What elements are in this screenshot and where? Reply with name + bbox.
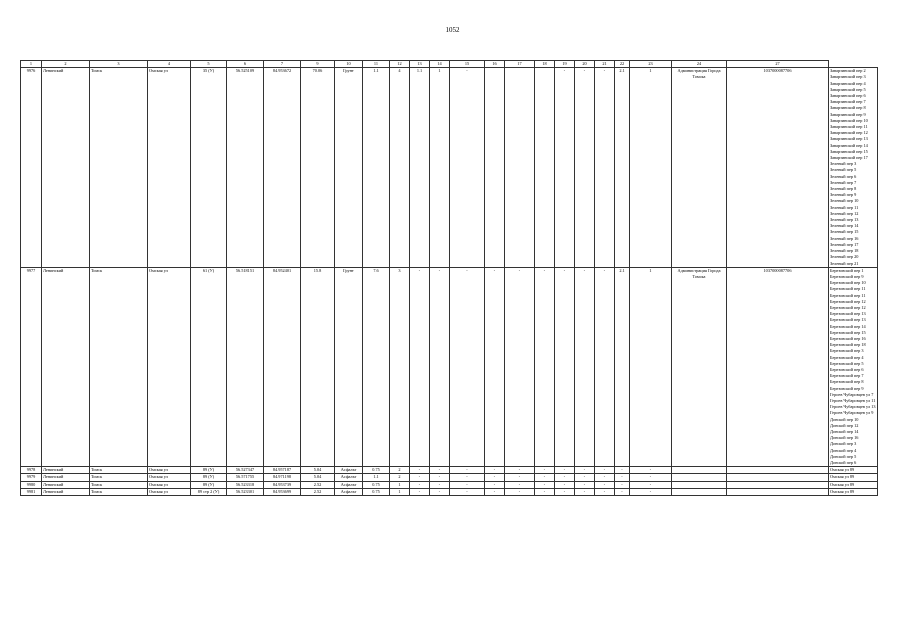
- address-item: Донской пер 4: [830, 447, 857, 453]
- table-cell: -: [450, 68, 485, 268]
- table-cell: -: [430, 474, 450, 481]
- table-cell: 0.75: [363, 488, 390, 495]
- column-header: 23: [630, 61, 672, 68]
- column-header: 5: [191, 61, 227, 68]
- table-cell: -: [555, 68, 575, 268]
- table-cell: Ленинский: [42, 467, 90, 474]
- table-cell: 1: [390, 488, 410, 495]
- address-list: [829, 467, 878, 474]
- address-item: Березовский пер 11: [830, 292, 866, 298]
- address-item: Донской пер 3: [830, 441, 857, 447]
- table-cell: Ленинский: [42, 474, 90, 481]
- table-cell: Омская ул: [148, 474, 191, 481]
- address-item: Зеленый пер 8: [830, 186, 857, 192]
- address-item: Донской пер 5: [830, 453, 857, 459]
- address-item: Героев Чубаровцев ул 13: [830, 404, 876, 410]
- table-cell: 9980: [21, 481, 42, 488]
- table-cell: -: [485, 481, 505, 488]
- table-cell: 89 (У): [191, 474, 227, 481]
- table-cell: [672, 474, 727, 481]
- column-header: 7: [264, 61, 301, 68]
- table-cell: -: [430, 481, 450, 488]
- table-cell: -: [575, 68, 595, 268]
- address-list: [829, 488, 878, 495]
- address-item: Зеленый пер 13: [830, 217, 859, 223]
- address-item: Березовский пер 6: [830, 366, 864, 372]
- page-number: 1052: [445, 26, 460, 34]
- table-cell: -: [575, 481, 595, 488]
- column-header: 6: [227, 61, 264, 68]
- table-cell: Грунт: [335, 267, 363, 467]
- table-cell: -: [485, 467, 505, 474]
- address-item: Березовский пер 1: [830, 267, 864, 273]
- address-item: Заварзинский пер 9: [830, 111, 866, 117]
- table-cell: Ленинский: [42, 68, 90, 268]
- table-cell: Томск: [90, 481, 148, 488]
- column-header: 10: [335, 61, 363, 68]
- table-row: [21, 474, 878, 481]
- table-cell: 1037000087706: [727, 68, 829, 268]
- address-item: Заварзинский пер 17: [830, 155, 868, 161]
- table-cell: [505, 68, 535, 268]
- address-item: Заварзинский пер 8: [830, 105, 866, 111]
- address-item: Заварзинский пер 12: [830, 130, 868, 136]
- register-table: [20, 60, 878, 496]
- table-cell: 1: [630, 68, 672, 268]
- table-cell: -: [485, 488, 505, 495]
- column-header: 12: [390, 61, 410, 68]
- table-cell: 0.75: [363, 467, 390, 474]
- table-row: [21, 267, 878, 467]
- table-cell: 70.06: [301, 68, 335, 268]
- table-row: [21, 488, 878, 495]
- table-cell: 9979: [21, 474, 42, 481]
- table-cell: Омская ул: [148, 267, 191, 467]
- table-cell: -: [555, 267, 575, 467]
- table-cell: 56.571755: [227, 474, 264, 481]
- address-item: Зеленый пер 7: [830, 179, 857, 185]
- table-cell: Омская ул: [148, 488, 191, 495]
- address-item: Березовский пер 16: [830, 335, 866, 341]
- column-header: 9: [301, 61, 335, 68]
- table-cell: -: [450, 467, 485, 474]
- address-item: Донской пер 10: [830, 416, 859, 422]
- table-cell: [672, 467, 727, 474]
- address-item: Зеленый пер 5: [830, 167, 857, 173]
- address-item: Зеленый пер 21: [830, 260, 859, 266]
- table-cell: -: [410, 474, 430, 481]
- address-item: Заварзинский пер 14: [830, 142, 868, 148]
- table-cell: [727, 474, 829, 481]
- address-item: Зеленый пер 12: [830, 210, 859, 216]
- table-cell: -: [575, 267, 595, 467]
- table-cell: [672, 488, 727, 495]
- address-item: Героев Чубаровцев ул 7: [830, 391, 874, 397]
- table-cell: 84.952401: [264, 267, 301, 467]
- table-cell: Томск: [90, 474, 148, 481]
- address-item: Заварзинский пер 13: [830, 136, 868, 142]
- address-item: Березовский пер 8: [830, 379, 864, 385]
- address-list: [829, 474, 878, 481]
- address-item: Березовский пер 14: [830, 323, 866, 329]
- address-item: Зеленый пер 16: [830, 235, 859, 241]
- table-cell: -: [630, 488, 672, 495]
- table-cell: 1037000087706: [727, 267, 829, 467]
- table-cell: 2.1: [615, 68, 630, 268]
- table-cell: 5.04: [301, 467, 335, 474]
- column-header: 1: [21, 61, 42, 68]
- table-cell: Омская ул: [148, 68, 191, 268]
- address-item: Березовский пер 13: [830, 311, 866, 317]
- table-cell: Томск: [90, 467, 148, 474]
- table-cell: -: [555, 488, 575, 495]
- address-item: Зеленый пер 15: [830, 229, 859, 235]
- table-cell: 84.953739: [264, 481, 301, 488]
- address-item: Заварзинский пер 5: [830, 86, 866, 92]
- table-cell: -: [575, 467, 595, 474]
- address-item: Омская ул 89: [830, 488, 855, 494]
- address-item: Березовский пер 10: [830, 280, 866, 286]
- address-item: Героев Чубаровцев ул 9: [830, 410, 874, 416]
- table-cell: 1: [430, 68, 450, 268]
- header-row: [21, 61, 878, 68]
- address-item: Березовский пер 13: [830, 317, 866, 323]
- address-list: [829, 68, 878, 268]
- table-cell: 1: [630, 267, 672, 467]
- column-header: 24: [672, 61, 727, 68]
- table-cell: Омская ул: [148, 467, 191, 474]
- table-cell: -: [505, 467, 535, 474]
- table-cell: -: [410, 488, 430, 495]
- address-item: Заварзинский пер 4: [830, 80, 866, 86]
- table-cell: 56.527347: [227, 467, 264, 474]
- table-cell: -: [630, 481, 672, 488]
- table-cell: Администрация Города Томска: [672, 68, 727, 268]
- address-item: Зеленый пер 17: [830, 241, 859, 247]
- table-cell: Администрация Города Томска: [672, 267, 727, 467]
- table-cell: 2: [390, 474, 410, 481]
- table-cell: 5.04: [301, 474, 335, 481]
- address-item: Березовский пер 4: [830, 354, 864, 360]
- table-cell: -: [535, 488, 555, 495]
- table-cell: Томск: [90, 488, 148, 495]
- table-cell: -: [630, 467, 672, 474]
- address-item: Заварзинский пер 2: [830, 68, 866, 74]
- table-row: [21, 467, 878, 474]
- table-cell: 56.518151: [227, 267, 264, 467]
- table-cell: 2.52: [301, 481, 335, 488]
- table-cell: 89 (У): [191, 467, 227, 474]
- address-item: Героев Чубаровцев ул 11: [830, 397, 876, 403]
- address-item: Зеленый пер 3: [830, 161, 857, 167]
- address-item: Березовский пер 12: [830, 298, 866, 304]
- table-cell: -: [535, 267, 555, 467]
- table-cell: 56.523301: [227, 488, 264, 495]
- table-cell: -: [505, 488, 535, 495]
- table-cell: 2.52: [301, 488, 335, 495]
- table-cell: -: [505, 474, 535, 481]
- table-cell: 9977: [21, 267, 42, 467]
- table-cell: 7.6: [363, 267, 390, 467]
- column-header: 3: [90, 61, 148, 68]
- column-header: 27: [727, 61, 829, 68]
- table-cell: 1: [390, 481, 410, 488]
- table-cell: 84.953699: [264, 488, 301, 495]
- table-cell: Грунт: [335, 68, 363, 268]
- table-cell: 15.8: [301, 267, 335, 467]
- table-cell: 3: [390, 267, 410, 467]
- address-item: Заварзинский пер 10: [830, 117, 868, 123]
- table-cell: 61 (У): [191, 267, 227, 467]
- table-cell: 2: [390, 467, 410, 474]
- table-cell: -: [450, 267, 485, 467]
- table-cell: 9978: [21, 467, 42, 474]
- table-cell: 0.75: [363, 481, 390, 488]
- address-item: Омская ул 89: [830, 467, 855, 473]
- table-cell: -: [630, 474, 672, 481]
- table-cell: Томск: [90, 267, 148, 467]
- address-item: Березовский пер 5: [830, 360, 864, 366]
- address-list: [829, 267, 878, 467]
- table-cell: 84.953672: [264, 68, 301, 268]
- table-cell: 84.957187: [264, 467, 301, 474]
- address-item: Зеленый пер 11: [830, 204, 859, 210]
- table-cell: -: [575, 474, 595, 481]
- table-cell: 84.971198: [264, 474, 301, 481]
- table-cell: -: [595, 481, 615, 488]
- table-cell: 1.1: [410, 68, 430, 268]
- table-cell: -: [505, 481, 535, 488]
- column-header: 22: [615, 61, 630, 68]
- table-cell: -: [555, 467, 575, 474]
- table-cell: -: [555, 481, 575, 488]
- address-item: Донской пер 6: [830, 460, 857, 465]
- table-cell: -: [430, 467, 450, 474]
- address-item: Березовский пер 3: [830, 348, 864, 354]
- table-cell: [485, 68, 505, 268]
- table-cell: -: [575, 488, 595, 495]
- table-row: [21, 68, 878, 268]
- address-item: Омская ул 89: [830, 481, 855, 487]
- address-item: Зеленый пер 6: [830, 173, 857, 179]
- address-item: Зеленый пер 18: [830, 248, 859, 254]
- table-cell: 4: [390, 68, 410, 268]
- column-header: 13: [410, 61, 430, 68]
- column-header: 17: [505, 61, 535, 68]
- address-item: Зеленый пер 14: [830, 223, 859, 229]
- table-cell: [672, 481, 727, 488]
- table-cell: -: [615, 467, 630, 474]
- address-item: Заварзинский пер 11: [830, 124, 868, 130]
- table-cell: 56.525109: [227, 68, 264, 268]
- table-cell: Асфальт: [335, 488, 363, 495]
- table-cell: 89 (У): [191, 481, 227, 488]
- column-header: 18: [535, 61, 555, 68]
- address-item: Березовский пер 9: [830, 385, 864, 391]
- table-cell: -: [595, 467, 615, 474]
- table-cell: -: [615, 474, 630, 481]
- table-cell: -: [595, 267, 615, 467]
- table-cell: 9981: [21, 488, 42, 495]
- column-header: 14: [430, 61, 450, 68]
- address-item: Донской пер 14: [830, 428, 859, 434]
- table-cell: -: [555, 474, 575, 481]
- table-cell: -: [505, 267, 535, 467]
- table-cell: -: [595, 68, 615, 268]
- address-item: Заварзинский пер 15: [830, 148, 868, 154]
- table-cell: Ленинский: [42, 488, 90, 495]
- table-cell: 1.1: [363, 68, 390, 268]
- address-item: Донской пер 12: [830, 422, 859, 428]
- table-cell: Ленинский: [42, 267, 90, 467]
- address-item: Березовский пер 9: [830, 273, 864, 279]
- address-list: [829, 481, 878, 488]
- table-cell: Томск: [90, 68, 148, 268]
- address-item: Зеленый пер 10: [830, 198, 859, 204]
- column-header: 2: [42, 61, 90, 68]
- address-item: Заварзинский пер 7: [830, 99, 866, 105]
- table-cell: -: [485, 267, 505, 467]
- table-cell: 1.1: [363, 474, 390, 481]
- table-cell: -: [535, 467, 555, 474]
- table-cell: [535, 68, 555, 268]
- table-cell: -: [535, 474, 555, 481]
- address-item: Зеленый пер 20: [830, 254, 859, 260]
- table-cell: -: [450, 488, 485, 495]
- address-item: Березовский пер 7: [830, 373, 864, 379]
- table-cell: [727, 488, 829, 495]
- table-cell: -: [430, 488, 450, 495]
- table-row: [21, 481, 878, 488]
- address-item: Донской пер 16: [830, 435, 859, 441]
- table-cell: -: [615, 488, 630, 495]
- address-item: Заварзинский пер 6: [830, 93, 866, 99]
- address-item: Березовский пер 12: [830, 304, 866, 310]
- table-cell: -: [410, 267, 430, 467]
- table-cell: 35 (У): [191, 68, 227, 268]
- table-cell: -: [615, 481, 630, 488]
- address-item: Заварзинский пер 3: [830, 74, 866, 80]
- column-header: 15: [450, 61, 485, 68]
- table-cell: 89 стр 2 (У): [191, 488, 227, 495]
- table-cell: -: [595, 474, 615, 481]
- table-cell: -: [595, 488, 615, 495]
- table-cell: [727, 467, 829, 474]
- column-header: 20: [575, 61, 595, 68]
- table-cell: -: [450, 481, 485, 488]
- table-cell: Омская ул: [148, 481, 191, 488]
- column-header: 11: [363, 61, 390, 68]
- address-item: Березовский пер 11: [830, 286, 866, 292]
- table-cell: -: [450, 474, 485, 481]
- address-item: Зеленый пер 9: [830, 192, 857, 198]
- table-cell: Асфальт: [335, 467, 363, 474]
- table-cell: Асфальт: [335, 474, 363, 481]
- address-item: Березовский пер 15: [830, 329, 866, 335]
- address-item: Омская ул 89: [830, 474, 855, 480]
- table-cell: -: [485, 474, 505, 481]
- column-header: 16: [485, 61, 505, 68]
- address-item: Березовский пер 18: [830, 342, 866, 348]
- table-cell: 56.523318: [227, 481, 264, 488]
- table-cell: 2.1: [615, 267, 630, 467]
- table-cell: -: [410, 467, 430, 474]
- table-cell: [727, 481, 829, 488]
- column-header: 4: [148, 61, 191, 68]
- table-cell: -: [410, 481, 430, 488]
- column-header: 21: [595, 61, 615, 68]
- table-cell: Асфальт: [335, 481, 363, 488]
- table-cell: -: [430, 267, 450, 467]
- column-header: 19: [555, 61, 575, 68]
- table-cell: -: [535, 481, 555, 488]
- table-cell: Ленинский: [42, 481, 90, 488]
- table-cell: 9976: [21, 68, 42, 268]
